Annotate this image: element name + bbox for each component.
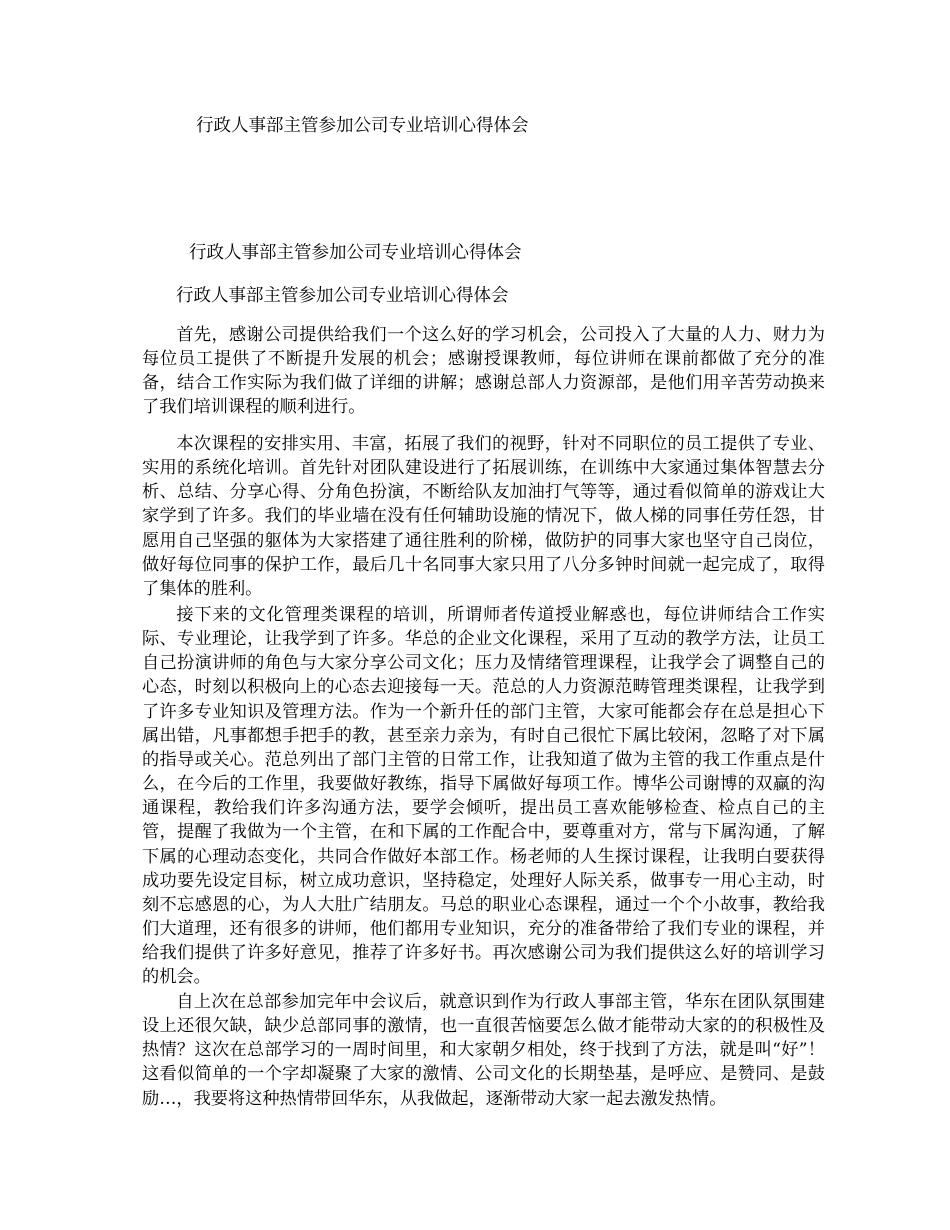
document-subheading: 行政人事部主管参加公司专业培训心得体会 (176, 286, 509, 306)
paragraph-thanks: 首先，感谢公司提供给我们一个这么好的学习机会，公司投入了大量的人力、财力为每位员工提供了不断提升发展的机会；感谢授课教师，每位讲师在课前都做了充分的准备，结合工作实际为我们做了详细的讲解；感谢总部人力资源部，是他们用辛苦劳动换来了我们培训课程的顺利进行。 (142, 325, 825, 418)
paragraph-culture-management-courses: 接下来的文化管理类课程的培训，所谓师者传道授业解惑也，每位讲师结合工作实际、专业理论，让我学到了许多。华总的企业文化课程，采用了互动的教学方法，让员工自己扮演讲师的角色与大家分享公司文化；压力及情绪管理课程，让我学会了调整自己的心态，时刻以积极向上的心态去迎接每一天。范总的人力资源范畴管理类课程，让我学到了许多专业知识及管理方法。作为一个新升任的部门主管，大家可能都会存在总是担心下属出错，凡事都想手把手的教，甚至亲力亲为，有时自己很忙下属比较闲，忽略了对下属的指导或关心。范总列出了部门主管的日常工作，让我知道了做为主管的我工作重点是什么，在今后的工作里，我要做好教练，指导下属做好每项工作。博华公司谢博的双赢的沟通课程，教给我们许多沟通方法，要学会倾听，提出员工喜欢能够检查、检点自己的主管，提醒了我做为一个主管，在和下属的工作配合中，要尊重对方，常与下属沟通，了解下属的心理动态变化，共同合作做好本部工作。杨老师的人生探讨课程，让我明白要获得成功要先设定目标，树立成功意识，坚持稳定，处理好人际关系，做事专一用心主动，时刻不忘感恩的心，为人大肚广结朋友。马总的职业心态课程，通过一个个小故事，教给我们大道理，还有很多的讲师，他们都用专业知识，充分的准备带给了我们专业的课程，并给我们提供了许多好意见，推荐了许多好书。再次感谢公司为我们提供这么好的培训学习的机会。 (142, 605, 825, 988)
paragraph-course-arrangement: 本次课程的安排实用、丰富，拓展了我们的视野，针对不同职位的员工提供了专业、实用的系统化培训。首先针对团队建设进行了拓展训练，在训练中大家通过集体智慧去分析、总结、分享心得、分角色扮演，不断给队友加油打气等等，通过看似简单的游戏让大家学到了许多。我们的毕业墙在没有任何辅助设施的情况下，做人梯的同事任劳任怨，甘愿用自己坚强的躯体为大家搭建了通往胜利的阶梯，做防护的同事大家也坚守自己岗位，做好每位同事的保护工作，最后几十名同事大家只用了八分多钟时间就一起完成了，取得了集体的胜利。 (142, 434, 825, 599)
document-heading: 行政人事部主管参加公司专业培训心得体会 (189, 243, 522, 263)
document-title: 行政人事部主管参加公司专业培训心得体会 (196, 116, 529, 136)
paragraph-team-enthusiasm: 自上次在总部参加完年中会议后，就意识到作为行政人事部主管，华东在团队氛围建设上还很欠缺，缺少总部同事的激情，也一直很苦恼要怎么做才能带动大家的的积极性及热情？这次在总部学习的一周时间里，和大家朝夕相处，终于找到了方法，就是叫“好”！这看似简单的一个字却凝聚了大家的激情、公司文化的长期垫基，是呼应、是赞同、是鼓励…，我要将这种热情带回华东，从我做起，逐渐带动大家一起去激发热情。 (142, 992, 825, 1109)
